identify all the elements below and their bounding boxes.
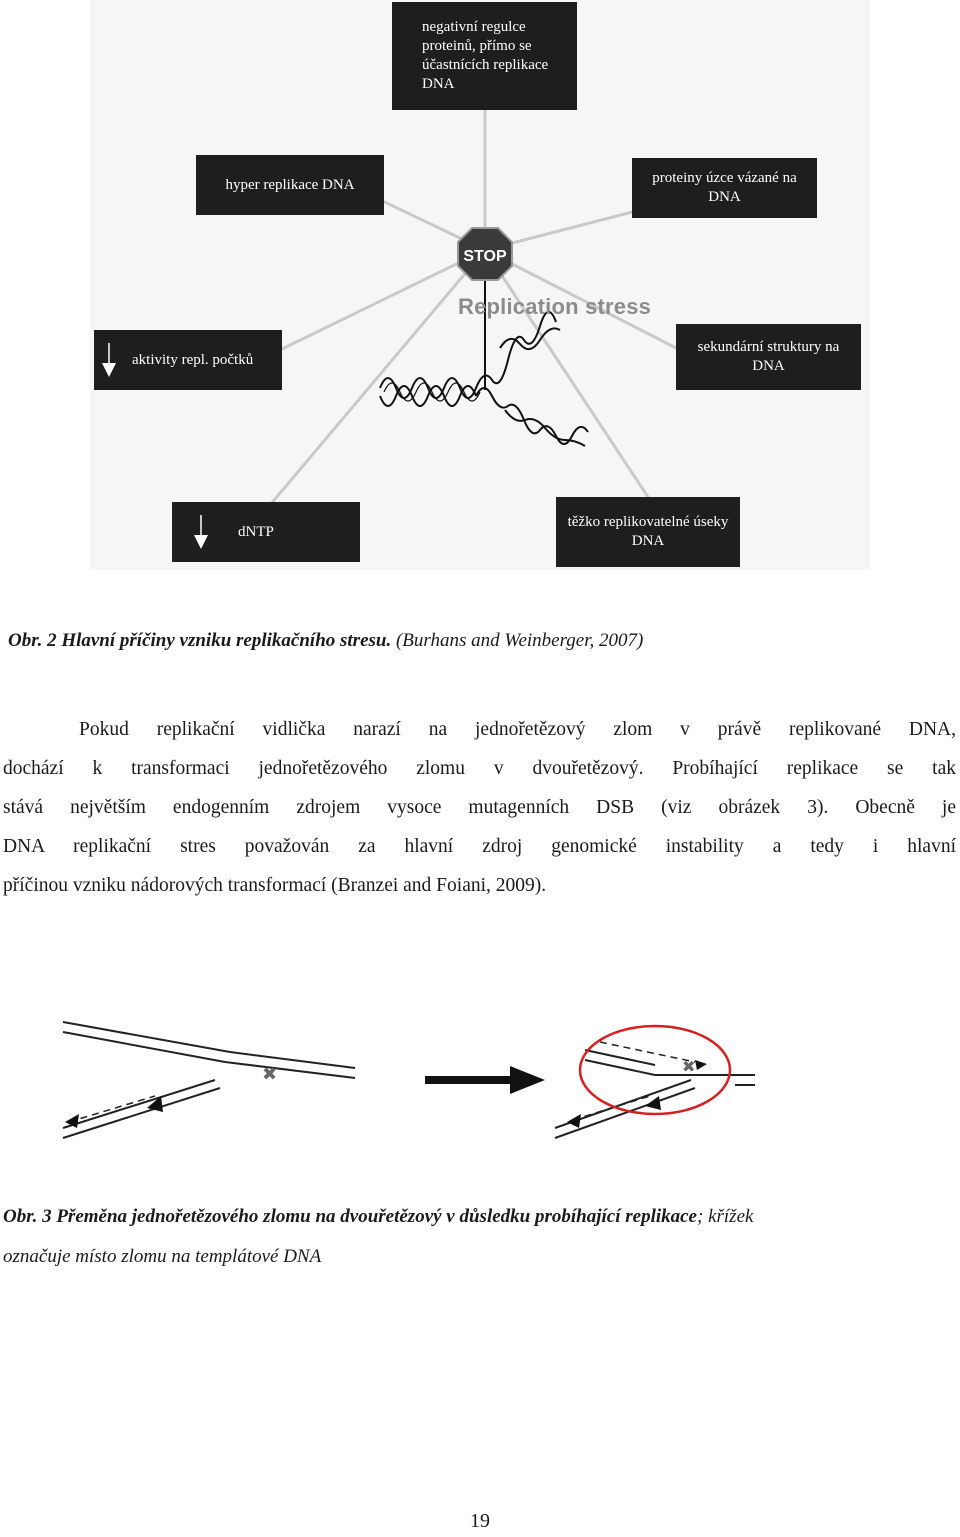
transition-arrow-icon [425, 1066, 545, 1094]
box-hard-to-replicate-label: těžko replikovatelné úseky DNA [567, 514, 729, 549]
replication-fork-right [555, 1042, 755, 1138]
spoke-mid-left [280, 250, 485, 350]
box-dntp [172, 502, 360, 562]
box-secondary-structures [676, 324, 861, 390]
box-secondary-structures-label: sekundární struktury na DNA [697, 339, 840, 374]
figure-3-caption-line2: označuje místo zlomu na templátové DNA [3, 1246, 322, 1267]
box-negative-regulation [392, 2, 577, 110]
arrowhead-icon [645, 1096, 661, 1110]
body-paragraph [3, 710, 956, 905]
paragraph-line: Pokud replikační vidlička narazí na jednořetězový zlom v právě replikované DNA, [79, 719, 956, 740]
box-dna-bound-proteins-label: proteiny úzce vázané na DNA [652, 170, 797, 205]
box-dna-bound-proteins [632, 158, 817, 218]
figure-fork-diagram [55, 1010, 755, 1150]
figure-2-caption-source: (Burhans and Weinberger, 2007) [391, 630, 644, 651]
box-origin-activity-label: aktivity repl. počtků [132, 351, 254, 368]
stop-sign-icon [458, 228, 512, 280]
figure-3-caption-bold: Obr. 3 Přeměna jednořetězového zlomu na dvouřetězový v důsledku probíhající replikace [3, 1206, 697, 1227]
box-dntp-label: dNTP [238, 523, 274, 540]
replication-fork-left [63, 1022, 355, 1138]
figure-3-caption-rest: ; křížek [697, 1206, 754, 1227]
arrowhead-icon [695, 1060, 707, 1070]
down-arrow-icon [102, 343, 116, 377]
page-number: 19 [470, 1510, 490, 1532]
figure-2-caption-bold: Obr. 2 Hlavní příčiny vzniku replikačního stresu. [8, 630, 392, 651]
box-hard-to-replicate [556, 497, 740, 567]
break-cross-icon: ✖ [262, 1064, 278, 1085]
figure-2-caption [8, 630, 643, 652]
paragraph-line: příčinou vzniku nádorových transformací (Branzei and Foiani, 2009). [3, 875, 547, 896]
box-hyper-replication-label: hyper replikace DNA [225, 176, 355, 193]
box-negative-regulation-label: negativní regulce proteinů, přímo se účastnících replikace DNA [422, 19, 549, 92]
down-arrow-icon [194, 515, 208, 549]
replication-stress-title: Replication stress [458, 294, 652, 319]
figure-3-caption [3, 1206, 753, 1228]
stop-label: STOP [463, 248, 507, 265]
figure-replication-stress [80, 0, 880, 580]
box-hyper-replication [196, 155, 384, 215]
paragraph-line: DNA replikační stres považován za hlavní zdroj genomické instability a tedy i hlavní [3, 836, 956, 857]
box-origin-activity [94, 330, 282, 390]
spoke-low-right [485, 250, 650, 500]
arrowhead-icon [567, 1114, 581, 1128]
paragraph-line: stává největším endogenním zdrojem vysoce mutagenních DSB (viz obrázek 3). Obecně je [3, 797, 956, 818]
paragraph-line: dochází k transformaci jednořetězového zlomu v dvouřetězový. Probíhající replikace se tak [3, 758, 956, 779]
break-cross-icon: ✖ [682, 1057, 696, 1076]
